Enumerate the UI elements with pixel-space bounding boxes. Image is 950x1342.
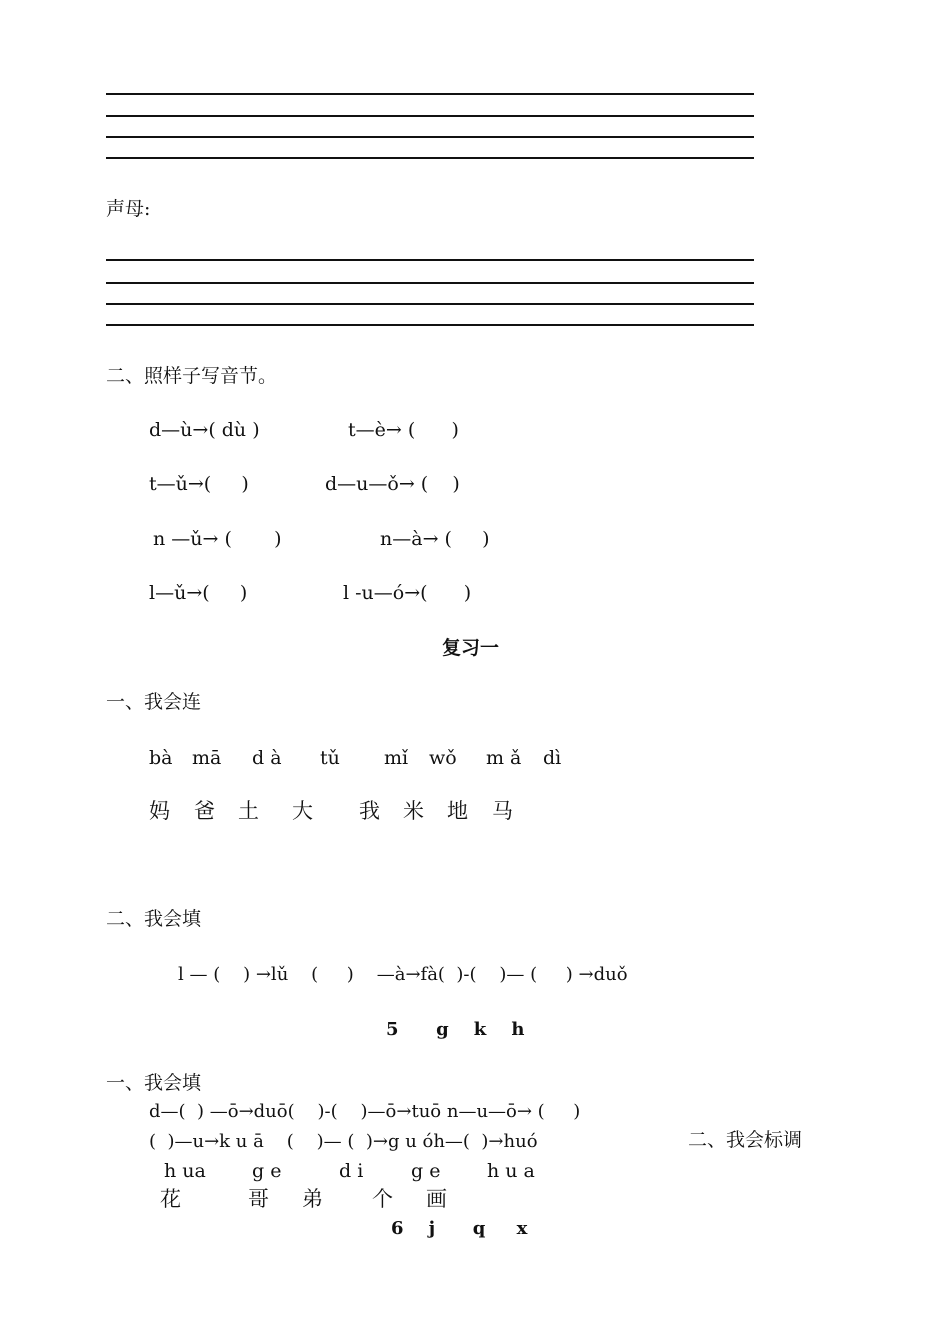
tone-pinyin: g e (411, 1160, 441, 1182)
tone-hanzi: 个 (372, 1187, 393, 1211)
tone-pinyin: h u a (487, 1160, 535, 1182)
pinyin-item: m ǎ (486, 747, 522, 769)
exercise-item: d—ù→( dù ) (149, 419, 260, 441)
section-c-title: 二、我会填 (106, 908, 202, 930)
lesson-heading: 6 j q x (391, 1218, 528, 1239)
writing-line (106, 157, 754, 159)
exercise-item: n —ǔ→ ( ) (153, 528, 282, 550)
writing-line (106, 282, 754, 284)
exercise-item: d—u—ǒ→ ( ) (325, 473, 460, 495)
exercise-item: l -u—ó→( ) (343, 582, 472, 604)
hanzi-item: 马 (492, 799, 513, 823)
fill-in-line: l — ( ) →lǔ ( ) —à→fà( )-( )— ( ) →duǒ (178, 964, 628, 985)
section-b-title: 一、我会连 (106, 691, 202, 713)
tone-hanzi: 画 (426, 1187, 447, 1211)
exercise-item: n—à→ ( ) (380, 528, 490, 550)
tone-hanzi: 花 (160, 1187, 181, 1211)
tone-pinyin: h ua (164, 1160, 206, 1182)
pinyin-item: wǒ (429, 747, 457, 769)
hanzi-item: 爸 (194, 799, 215, 823)
writing-line (106, 324, 754, 326)
section-a-title: 二、照样子写音节。 (106, 365, 278, 387)
writing-line (106, 136, 754, 138)
tone-hanzi: 哥 (248, 1187, 269, 1211)
hanzi-item: 米 (403, 799, 424, 823)
pinyin-item: dì (543, 747, 562, 769)
tone-pinyin: g e (252, 1160, 282, 1182)
tone-hanzi: 弟 (302, 1187, 323, 1211)
section-e-title: 二、我会标调 (688, 1129, 803, 1151)
pinyin-item: mā (192, 747, 222, 769)
pinyin-item: d à (252, 747, 282, 769)
exercise-item: t—ǔ→( ) (149, 473, 249, 495)
pinyin-item: tǔ (320, 747, 340, 769)
pinyin-item: bà (149, 747, 173, 769)
writing-line (106, 303, 754, 305)
hanzi-item: 我 (359, 799, 380, 823)
review-title: 复习一 (442, 637, 500, 659)
exercise-item: t—è→ ( ) (348, 419, 459, 441)
hanzi-item: 土 (238, 799, 259, 823)
hanzi-item: 大 (292, 799, 313, 823)
lesson-heading: 5 g k h (386, 1019, 525, 1040)
exercise-item: l—ǔ→( ) (149, 582, 248, 604)
writing-line (106, 115, 754, 117)
hanzi-item: 妈 (149, 799, 170, 823)
writing-line (106, 259, 754, 261)
fill-in-line: ( )—u→k u ā ( )— ( )→g u óh—( )→huó (149, 1131, 538, 1152)
section-d-title: 一、我会填 (106, 1072, 202, 1094)
tone-pinyin: d i (339, 1160, 364, 1182)
shengmu-label: 声母: (106, 198, 151, 220)
hanzi-item: 地 (447, 799, 468, 823)
writing-line (106, 93, 754, 95)
fill-in-line: d—( ) —ō→duō( )-( )—ō→tuō n—u—ō→ ( ) (149, 1101, 581, 1122)
pinyin-item: mǐ (384, 747, 409, 769)
